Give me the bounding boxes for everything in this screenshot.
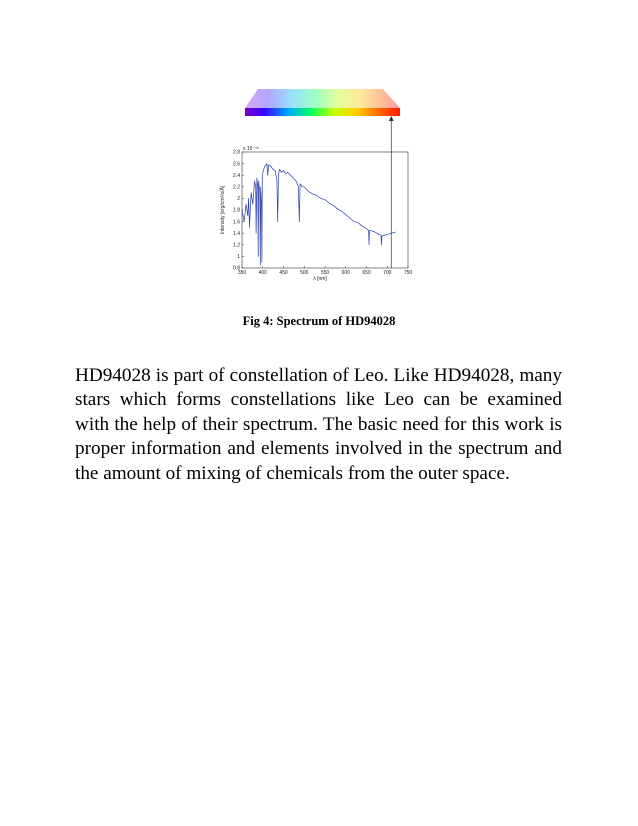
spectrum-figure <box>218 80 428 290</box>
x-tick-label: 550 <box>320 270 330 276</box>
figure-caption: Fig 4: Spectrum of HD94028 <box>242 314 396 328</box>
x-tick-label: 650 <box>362 270 371 276</box>
y-tick-label: 1.6 <box>233 219 240 226</box>
y-tick-label: 0.8 <box>233 265 240 272</box>
y-exponent-label: x 10⁻¹³ <box>243 146 259 152</box>
y-tick-label: 1.4 <box>233 230 240 237</box>
y-tick-label: 2 <box>237 196 240 203</box>
x-tick-label: 350 <box>237 270 247 276</box>
plot-frame <box>242 152 408 268</box>
y-axis-label: Intensity [erg/cm²/s/Å] <box>220 185 226 235</box>
paragraph-text: HD94028 is part of constellation of Leo. Like HD94028, many stars which forms constellations like Leo can be examined with the help of their spectrum. The basic need for this work is proper information and elements involved in the spectrum and the amount of mixing of chemicals from the outer space. <box>75 365 562 484</box>
spectrum-band <box>245 108 400 116</box>
x-tick-label: 750 <box>403 270 413 276</box>
x-tick-label: 500 <box>300 270 309 276</box>
indicator-arrow-head <box>389 116 394 121</box>
spectrum-line <box>242 164 396 266</box>
x-axis-label: λ [nm] <box>313 276 327 282</box>
y-tick-label: 2.2 <box>233 184 240 191</box>
spectrum-chart <box>218 80 428 290</box>
y-tick-label: 1.2 <box>233 242 240 249</box>
y-tick-label: 2.6 <box>233 161 240 168</box>
y-tick-label: 1.8 <box>233 207 240 214</box>
y-tick-label: 2.8 <box>233 149 240 156</box>
y-tick-label: 2.4 <box>233 172 240 179</box>
plot-area <box>219 116 412 282</box>
spectrum-band-fade <box>245 89 400 108</box>
x-tick-label: 400 <box>258 270 267 276</box>
body-paragraph <box>75 364 562 486</box>
x-tick-label: 600 <box>341 270 350 276</box>
y-tick-label: 1 <box>237 254 240 261</box>
x-tick-label: 700 <box>383 270 392 276</box>
x-tick-label: 450 <box>279 270 288 276</box>
